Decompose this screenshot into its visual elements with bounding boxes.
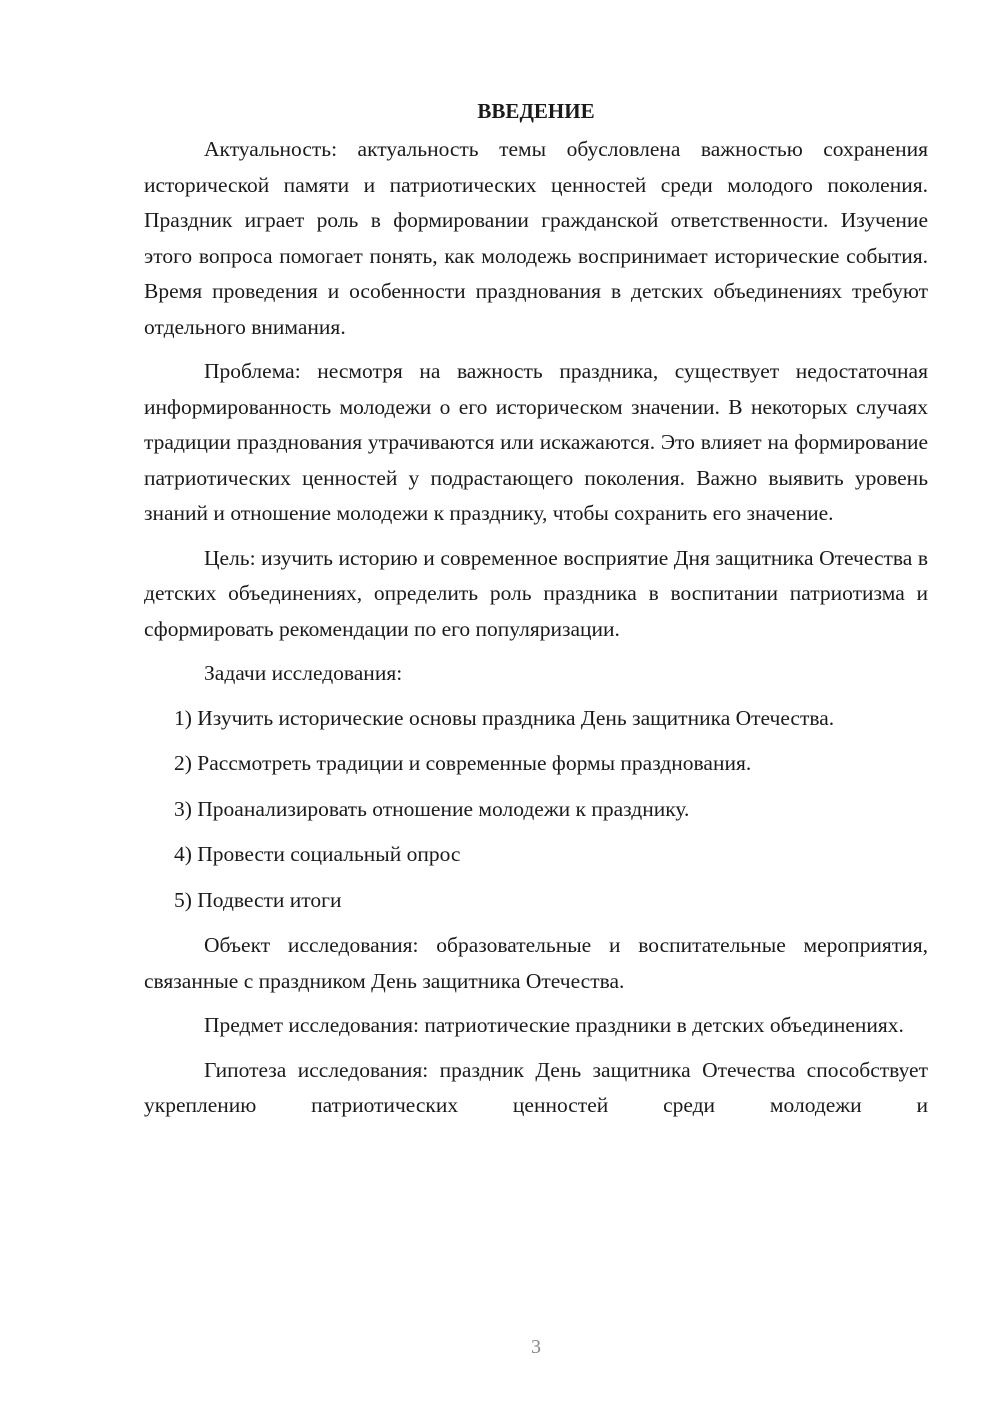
task-item: 1) Изучить исторические основы праздника День защитника Отечества. bbox=[174, 705, 835, 730]
paragraph-hypothesis: Гипотеза исследования: праздник День защитника Отечества способствует укреплению патриотических ценностей среди молодежи и bbox=[144, 1057, 928, 1117]
page-number: 3 bbox=[531, 1336, 541, 1358]
paragraph-problem: Проблема: несмотря на важность праздника, существует недостаточная информированность молодежи о его историческом значении. В некоторых случаях традиции празднования утрачиваются или искажаются. Это влияет на формирование патриотических ценностей у подрастающего поколения. Важно выявить уровень знаний и отношение молодежи к празднику, чтобы сохранить его значение. bbox=[144, 359, 928, 525]
paragraph-object: Объект исследования: образовательные и воспитательные мероприятия, связанные с праздником День защитника Отечества. bbox=[144, 933, 928, 993]
task-item: 3) Проанализировать отношение молодежи к празднику. bbox=[174, 796, 690, 821]
paragraph-goal: Цель: изучить историю и современное восприятие Дня защитника Отечества в детских объединениях, определить роль праздника в воспитании патриотизма и сформировать рекомендации по его популяризации. bbox=[144, 545, 928, 641]
paragraph-relevance: Актуальность: актуальность темы обусловлена важностью сохранения исторической памяти и патриотических ценностей среди молодого поколения. Праздник играет роль в формировании гражданской ответственности. Изучение этого вопроса помогает понять, как молодежь воспринимает исторические события. Время проведения и особенности празднования в детских объединениях требуют отдельного внимания. bbox=[144, 137, 928, 339]
paragraph-subject: Предмет исследования: патриотические праздники в детских объединениях. bbox=[204, 1013, 904, 1037]
task-item: 5) Подвести итоги bbox=[174, 887, 342, 912]
section-title: ВВЕДЕНИЕ bbox=[477, 99, 595, 123]
task-item: 4) Провести социальный опрос bbox=[174, 842, 461, 866]
tasks-list bbox=[144, 701, 928, 919]
tasks-heading: Задачи исследования: bbox=[204, 661, 403, 685]
document-page bbox=[144, 96, 928, 1124]
task-item: 2) Рассмотреть традиции и современные формы празднования. bbox=[174, 751, 752, 775]
